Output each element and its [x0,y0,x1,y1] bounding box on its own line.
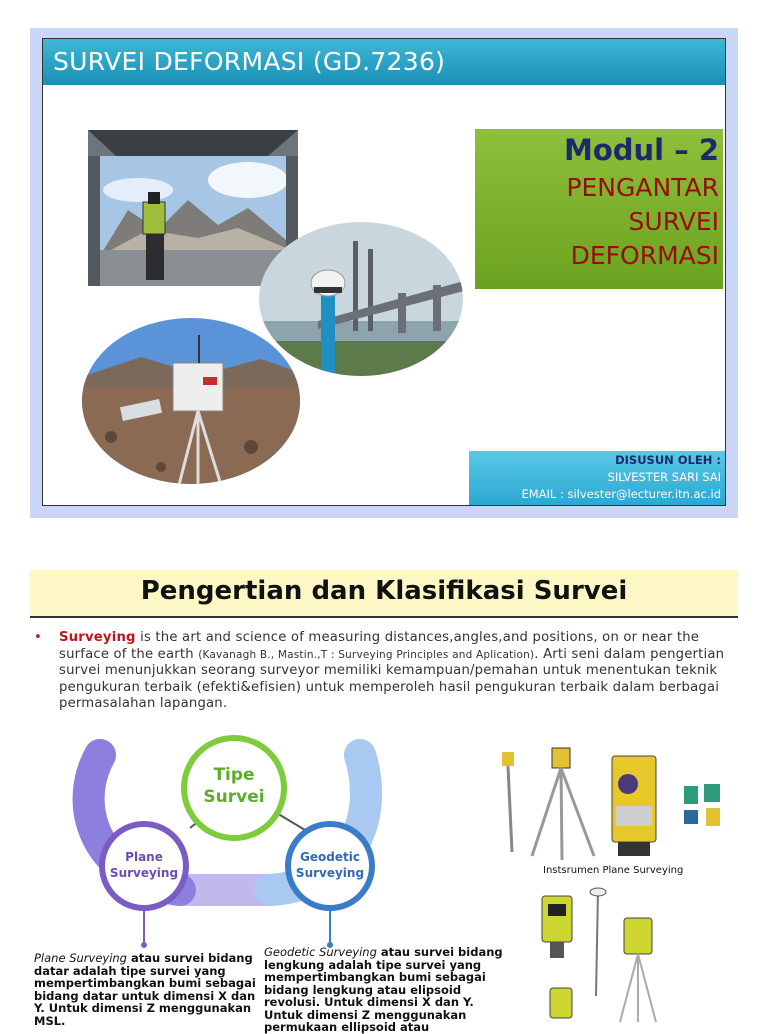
slide-title-bar [43,39,725,85]
plane-caption-term: Plane Surveying [34,951,127,965]
author-box [469,451,725,505]
monitoring-station-photo [81,317,301,485]
plane-survey-instruments-image [498,744,730,862]
keyword-surveying: Surveying [59,630,136,645]
definition-paragraph [34,630,734,713]
diagram-center-line: Survei [203,787,265,807]
bullet-marker: • [34,630,42,645]
diagram-geodetic-line: Surveying [295,866,365,880]
author-name: SILVESTER SARI SAI [607,470,721,484]
section-heading-bar [30,570,738,618]
section-heading: Pengertian dan Klasifikasi Survei [140,576,628,606]
survey-type-diagram [60,730,390,945]
definition-part-2: . Arti seni dalam pengertian survei menunjukkan seorang surveyor memiliki kemampuan/pemahan untuk menentukan teknik pengukuran terbaik (efekti&efisien) untuk memperoleh hasil pengukuran terbaik dalam berbagai permasalahan lapangan. [59,646,725,711]
diagram-plane-line: Surveying [109,866,179,880]
author-email: EMAIL : silvester@lecturer.itn.ac.id [521,487,721,501]
instrument-caption: Instsrumen Plane Surveying [543,865,684,876]
diagram-plane-line: Plane [125,850,163,864]
gnss-instruments-image [520,886,680,1024]
geodetic-caption-text: atau survei bidang lengkung adalah tipe survei yang mempertimbangkan bumi sebagai bidang lengkung atau elipsoid revolusi. Untuk dimensi X dan Y. Untuk dimensi Z menggunakan permukaan ellipsoid atau [264,945,503,1034]
module-subtitle-line: DEFORMASI [570,241,719,270]
title-slide [30,28,738,518]
definition-text [59,630,734,713]
module-subtitle-line: SURVEI [628,207,719,236]
slide-title: SURVEI DEFORMASI (GD.7236) [53,47,446,76]
module-subtitle-line: PENGANTAR [566,173,719,202]
citation: (Kavanagh B., Mastin.,T : Surveying Principles and Aplication) [198,648,535,661]
title-slide-content [42,38,726,506]
module-title-box [475,129,723,289]
geodetic-surveying-caption [264,945,514,1034]
module-number: Modul – 2 [564,133,719,167]
geodetic-caption-term: Geodetic Surveying [264,945,377,959]
plane-surveying-caption [34,952,256,1027]
diagram-center-line: Tipe [213,765,255,785]
diagram-geodetic-line: Geodetic [300,850,360,864]
definition-part-1: is the art and science of measuring distances,angles,and positions, on or near the surface of the earth [59,630,700,662]
author-label: DISUSUN OLEH : [615,453,721,467]
plane-caption-text: atau survei bidang datar adalah tipe survei yang mempertimbangkan bumi sebagai bidang datar untuk dimensi X dan Y. Untuk dimensi Z menggunakan MSL. [34,951,256,1028]
